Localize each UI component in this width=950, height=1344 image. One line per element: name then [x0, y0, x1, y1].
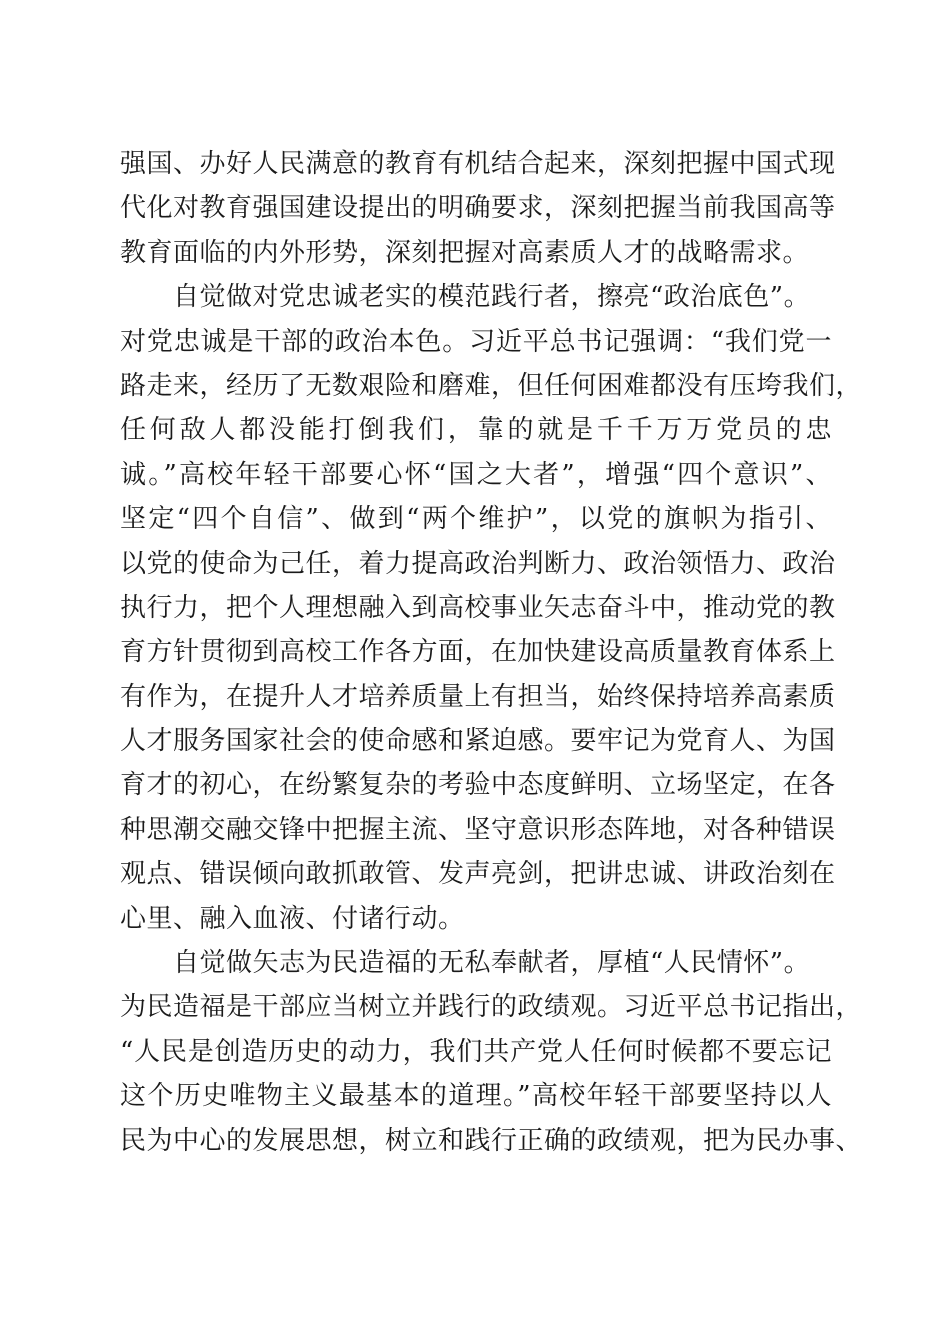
text-line: 任何敌人都没能打倒我们，靠的就是千千万万党员的忠	[120, 415, 832, 446]
text-line: 自觉做矢志为民造福的无私奉献者，厚植“人民情怀”。	[120, 948, 811, 979]
text-line: 代化对教育强国建设提出的明确要求，深刻把握当前我国高等	[120, 193, 836, 224]
paragraph-3	[120, 941, 863, 1163]
text-line: 坚定“四个自信”、做到“两个维护”，以党的旗帜为指引、	[120, 504, 832, 535]
text-line: 诚。”高校年轻干部要心怀“国之大者”，增强“四个意识”、	[120, 459, 832, 490]
text-line: 种思潮交融交锋中把握主流、坚守意识形态阵地，对各种错误	[120, 814, 836, 845]
paragraph-2	[120, 275, 863, 941]
text-line: 心里、融入血液、付诸行动。	[120, 903, 465, 934]
text-line: 以党的使命为己任，着力提高政治判断力、政治领悟力、政治	[120, 548, 836, 579]
document-body	[120, 142, 863, 1163]
text-line: 观点、错误倾向敢抓敢管、发声亮剑，把讲忠诚、讲政治刻在	[120, 859, 836, 890]
text-line: 强国、办好人民满意的教育有机结合起来，深刻把握中国式现	[120, 149, 836, 179]
text-line: 人才服务国家社会的使命感和紧迫感。要牢记为党育人、为国	[120, 726, 836, 757]
text-line: 路走来，经历了无数艰险和磨难，但任何困难都没有压垮我们，	[120, 370, 863, 401]
paragraph-1	[120, 142, 836, 275]
text-line: 有作为，在提升人才培养质量上有担当，始终保持培养高素质	[120, 681, 836, 712]
text-line: 教育面临的内外形势，深刻把握对高素质人才的战略需求。	[120, 237, 810, 268]
text-line: 为民造福是干部应当树立并践行的政绩观。习近平总书记指出，	[120, 992, 863, 1023]
text-line: 对党忠诚是干部的政治本色。习近平总书记强调：“我们党一	[120, 326, 832, 357]
text-line: “人民是创造历史的动力，我们共产党人任何时候都不要忘记	[120, 1036, 832, 1067]
text-line: 执行力，把个人理想融入到高校事业矢志奋斗中，推动党的教	[120, 592, 836, 623]
text-line: 育方针贯彻到高校工作各方面，在加快建设高质量教育体系上	[120, 637, 836, 668]
text-line: 这个历史唯物主义最基本的道理。”高校年轻干部要坚持以人	[120, 1081, 832, 1112]
text-line: 育才的初心，在纷繁复杂的考验中态度鲜明、立场坚定，在各	[120, 770, 836, 801]
text-line: 自觉做对党忠诚老实的模范践行者，擦亮“政治底色”。	[120, 282, 811, 313]
text-line: 民为中心的发展思想，树立和践行正确的政绩观，把为民办事、	[120, 1125, 863, 1156]
